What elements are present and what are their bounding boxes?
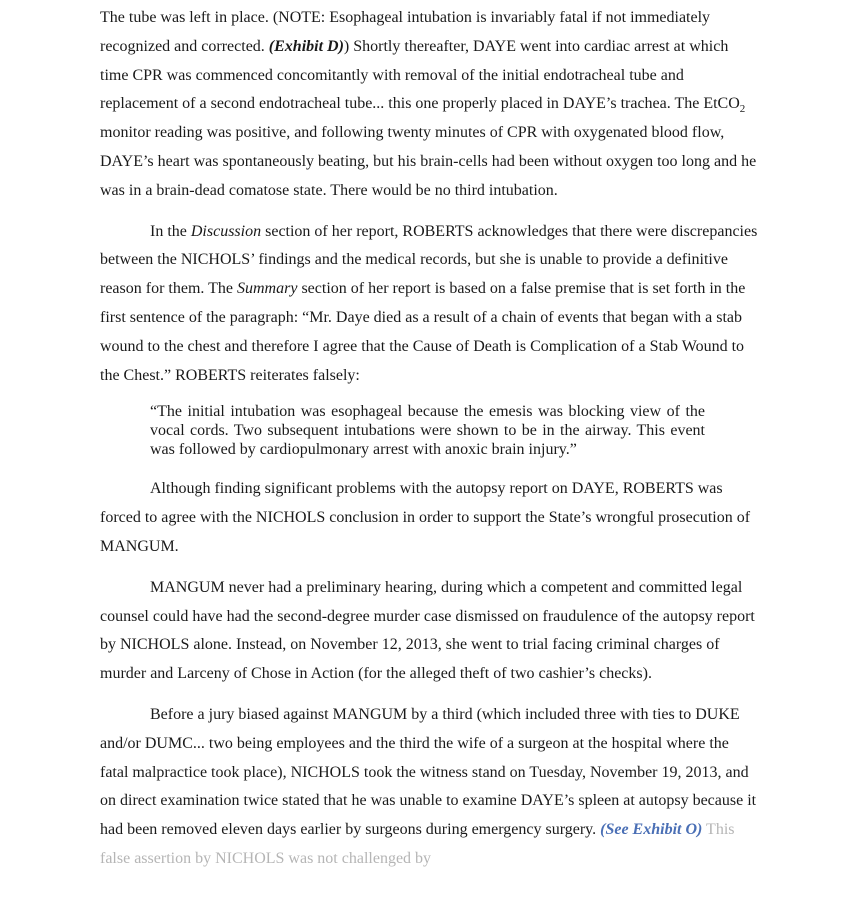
paragraph-text: Before a jury biased against MANGUM by a third (which included three with ties to DUKE and/or DUMC... two being employees and the third the wife of a surgeon at the hospital where the fatal malpractice took place), NICHOLS took the witness stand on Tuesday, November 19, 2013, and on direct examination twice stated that he was unable to examine DAYE’s spleen at autopsy because it had been removed eleven days earlier by surgeons during emergency surgery.	[100, 705, 757, 839]
document-page	[100, 4, 760, 886]
paragraph-text: section of her report is based on a false premise that is set forth in the first sentence of the paragraph: “Mr. Daye died as a result of a chain of events that began with a stab wound to the chest and therefore I agree that the Cause of Death is Complication of a Stab Wound to the Chest.” ROBERTS reiterates falsely:	[100, 280, 746, 384]
paragraph-roberts-forced: Although finding significant problems with the autopsy report on DAYE, ROBERTS was forced to agree with the NICHOLS conclusion in order to support the State’s wrongful prosecution of MANGUM.	[100, 480, 751, 555]
paragraph-text: In the	[150, 222, 191, 240]
paragraph-text: section of her report, ROBERTS acknowledges that there were discrepancies between the NICHOLS’ findings and the medical records, but she is unable to provide a definitive reason for them. The	[100, 222, 758, 298]
faded-text: This false assertion by NICHOLS was not challenged by	[100, 821, 735, 867]
italic-term: Discussion	[190, 222, 262, 240]
block-quote: “The initial intubation was esophageal because the emesis was blocking view of the vocal cords. Two subsequent intubations were shown to be in the airway. This event was followed by cardiopulmonary arrest with anoxic brain injury.”	[150, 403, 705, 459]
paragraph-preliminary-hearing: MANGUM never had a preliminary hearing, during which a competent and committed legal counsel could have had the second-degree murder case dismissed on fraudulence of the autopsy report by NICHOLS alone. Instead, on November 12, 2013, she went to trial facing criminal charges of murder and Larceny of Chose in Action (for the alleged theft of two cashier’s checks).	[100, 578, 755, 683]
paragraph-esophageal-intubation	[100, 4, 760, 206]
paragraph-text: ) Shortly thereafter, DAYE went into cardiac arrest at which time CPR was commenced concomitantly with removal of the initial endotracheal tube and replacement of a second endotracheal tube... this one properly placed in DAYE’s trachea. The EtCO	[100, 37, 740, 113]
paragraph-jury-testimony	[100, 701, 760, 874]
paragraph-roberts-discussion	[100, 218, 760, 391]
paragraph-text: The tube was left in place. (NOTE: Esophageal intubation is invariably fatal if not immediately recognized and corrected.	[100, 9, 711, 55]
subscript-text: 2	[739, 103, 746, 116]
paragraph-text: monitor reading was positive, and following twenty minutes of CPR with oxygenated blood flow, DAYE’s heart was spontaneously beating, but his brain-cells had been without oxygen too long and he was in a brain-dead comatose state. There would be no third intubation.	[100, 124, 757, 199]
exhibit-reference: (Exhibit D)	[268, 37, 344, 55]
exhibit-o-link[interactable]: (See Exhibit O)	[600, 821, 703, 839]
italic-term: Summary	[237, 280, 298, 298]
